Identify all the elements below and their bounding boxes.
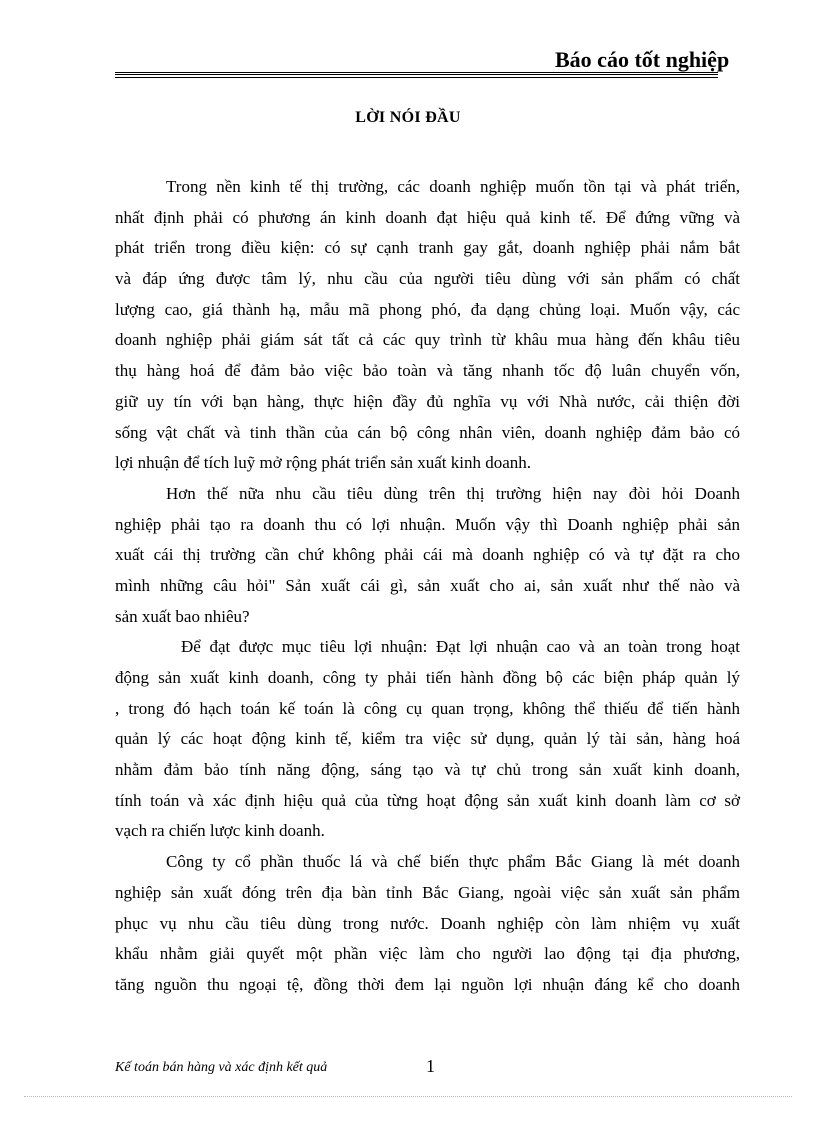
document-body bbox=[115, 172, 740, 1001]
text-line: nghiệp sản xuất đóng trên địa bàn tỉnh Bắc Giang, ngoài việc sản xuất sản phẩm bbox=[115, 882, 740, 902]
document-heading: LỜI NÓI ĐẦU bbox=[355, 109, 461, 126]
text-line: sống vật chất và tinh thần của cán bộ công nhân viên, doanh nghiệp đảm bảo có bbox=[115, 422, 740, 442]
text-line: Công ty cổ phần thuốc lá và chế biến thực phẩm Bắc Giang là mét doanh bbox=[166, 852, 740, 872]
text-line: Hơn thế nữa nhu cầu tiêu dùng trên thị trường hiện nay đòi hỏi Doanh bbox=[166, 483, 740, 503]
text-line: thụ hàng hoá để đảm bảo việc bảo toàn và tăng nhanh tốc độ luân chuyển vốn, bbox=[115, 361, 740, 381]
footer-document-title: Kế toán bán hàng và xác định kết quả bbox=[115, 1060, 328, 1075]
text-line: sản xuất bao nhiêu? bbox=[115, 606, 250, 626]
paragraph-1 bbox=[115, 172, 740, 479]
text-line: và đáp ứng được tâm lý, nhu cầu của người tiêu dùng với sản phẩm có chất bbox=[115, 269, 740, 289]
text-line: tăng nguồn thu ngoại tệ, đồng thời đem lại nguồn lợi nhuận đáng kể cho doanh bbox=[115, 974, 740, 994]
text-line: động sản xuất kinh doanh, công ty phải tiến hành đồng bộ các biện pháp quản lý bbox=[115, 668, 740, 687]
footer-divider bbox=[24, 1096, 792, 1097]
text-line: phát triển trong điều kiện: có sự cạnh tranh gay gắt, doanh nghiệp phải nắm bắt bbox=[115, 238, 740, 258]
header-divider bbox=[115, 72, 718, 78]
text-line: Để đạt được mục tiêu lợi nhuận: Đạt lợi nhuận cao và an toàn trong hoạt bbox=[181, 637, 740, 657]
text-line: doanh nghiệp phải giám sát tất cả các quy trình từ khâu mua hàng đến khâu tiêu bbox=[115, 330, 740, 350]
text-line: nhằm đảm bảo tính năng động, sáng tạo và tự chủ trong sản xuất kinh doanh, bbox=[115, 760, 740, 780]
paragraph-4 bbox=[115, 847, 740, 1000]
header-title: Báo cáo tốt nghiệp bbox=[555, 47, 730, 72]
text-line: , trong đó hạch toán kế toán là công cụ quan trọng, không thể thiếu để tiến hành bbox=[115, 698, 740, 718]
text-line: quản lý các hoạt động kinh tế, kiểm tra việc sử dụng, quản lý tài sản, hàng hoá bbox=[115, 729, 740, 749]
text-line: nhất định phải có phương án kinh doanh đạt hiệu quả kinh tế. Để đứng vững và bbox=[115, 207, 740, 227]
text-line: lượng cao, giá thành hạ, mẫu mã phong phó, đa dạng chủng loại. Muốn vậy, các bbox=[115, 299, 740, 319]
page-number: 1 bbox=[426, 1056, 435, 1076]
text-line: nghiệp phải tạo ra doanh thu có lợi nhuận. Muốn vậy thì Doanh nghiệp phải sản bbox=[115, 514, 740, 534]
text-line: tính toán và xác định hiệu quả của từng hoạt động sản xuất kinh doanh làm cơ sở bbox=[115, 790, 740, 810]
paragraph-2 bbox=[115, 479, 740, 632]
text-line: phục vụ nhu cầu tiêu dùng trong nước. Doanh nghiệp còn làm nhiệm vụ xuất bbox=[115, 913, 740, 933]
text-line: vạch ra chiến lược kinh doanh. bbox=[115, 821, 325, 841]
paragraph-3 bbox=[115, 632, 740, 847]
text-line: khẩu nhằm giải quyết một phần việc làm cho người lao động tại địa phương, bbox=[115, 944, 740, 964]
text-line: giữ uy tín với bạn hàng, thực hiện đầy đủ nghĩa vụ với Nhà nước, cải thiện đời bbox=[115, 391, 740, 411]
text-line: xuất cái thị trường cần chứ không phải cái mà doanh nghiệp có và tự đặt ra cho bbox=[115, 545, 740, 565]
text-line: lợi nhuận để tích luỹ mở rộng phát triển sản xuất kinh doanh. bbox=[115, 453, 531, 473]
text-line: mình những câu hỏi" Sản xuất cái gì, sản xuất cho ai, sản xuất như thế nào và bbox=[115, 575, 740, 595]
text-line: Trong nền kinh tế thị trường, các doanh nghiệp muốn tồn tại và phát triển, bbox=[166, 177, 740, 196]
